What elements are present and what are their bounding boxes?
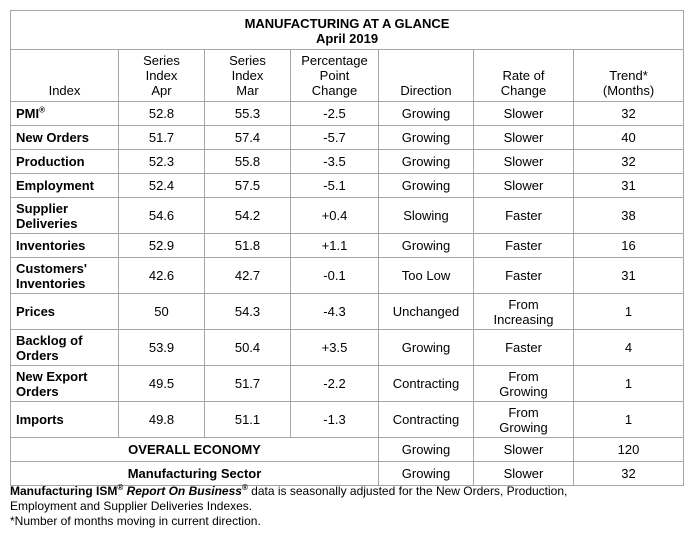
row-rate: [474, 402, 574, 438]
row-index: [11, 258, 119, 294]
row-index-line: Customers': [16, 260, 87, 276]
row-direction: Too Low: [379, 258, 474, 294]
row-rate-line: Faster: [505, 268, 542, 283]
table-row: [11, 258, 684, 294]
row-rate-line: Slower: [503, 106, 544, 121]
row-rate: [474, 198, 574, 234]
header-direction: Direction: [379, 50, 474, 102]
row-index: [11, 402, 119, 438]
row-change: +0.4: [291, 198, 379, 234]
row-apr: 49.5: [119, 366, 205, 402]
row-direction: Growing: [379, 330, 474, 366]
row-rate: [474, 366, 574, 402]
row-index-line: Deliveries: [16, 215, 78, 231]
row-apr: 51.7: [119, 126, 205, 150]
row-rate-line: Growing: [499, 419, 548, 435]
table-frame: [10, 10, 683, 486]
title-line-2: April 2019: [315, 31, 379, 46]
row-index: [11, 102, 119, 126]
header-mar-line-2: Index: [231, 68, 264, 83]
manufacturing-sector-direction: Growing: [379, 462, 474, 486]
header-rate-line-2: Change: [500, 83, 547, 98]
manufacturing-sector-label: Manufacturing Sector: [11, 462, 379, 486]
row-direction: Unchanged: [379, 294, 474, 330]
row-index-line: Supplier: [16, 200, 69, 216]
header-change: [291, 50, 379, 102]
registered-mark: ®: [39, 105, 46, 115]
header-row: [11, 50, 684, 102]
row-index-line: Inventories: [16, 238, 86, 253]
row-index-line-wrap: [16, 106, 114, 121]
row-rate-line: Slower: [503, 130, 544, 145]
row-apr: 52.3: [119, 150, 205, 174]
header-mar: [205, 50, 291, 102]
row-change: -2.5: [291, 102, 379, 126]
row-rate-line: Faster: [505, 238, 542, 253]
footnote-ism: Manufacturing ISM: [10, 484, 118, 498]
row-apr: 54.6: [119, 198, 205, 234]
row-trend: 38: [574, 198, 684, 234]
row-rate-line: Slower: [503, 154, 544, 169]
row-trend: 1: [574, 366, 684, 402]
row-mar: 54.2: [205, 198, 291, 234]
manufacturing-sector-rate: Slower: [474, 462, 574, 486]
header-change-line-3: Change: [311, 83, 358, 98]
header-apr-line-1: Series: [143, 53, 180, 68]
row-apr: 50: [119, 294, 205, 330]
footnote-line-1: [10, 484, 683, 499]
header-mar-line-1: Series: [229, 53, 266, 68]
row-direction: Slowing: [379, 198, 474, 234]
header-apr-line-2: Index: [145, 68, 178, 83]
row-change: +1.1: [291, 234, 379, 258]
table-row: [11, 174, 684, 198]
footnote-text-1: data is seasonally adjusted for the New Orders, Production,: [247, 484, 568, 498]
table-row: [11, 294, 684, 330]
table-title: [11, 11, 684, 50]
title-line-1: MANUFACTURING AT A GLANCE: [244, 16, 450, 31]
table-row: [11, 402, 684, 438]
row-index-text: PMI: [16, 106, 40, 121]
row-index-line: Prices: [16, 304, 56, 319]
row-rate-line: From: [508, 404, 539, 420]
table-row: [11, 330, 684, 366]
row-apr: 42.6: [119, 258, 205, 294]
row-rate: [474, 174, 574, 198]
overall-economy-rate: Slower: [474, 438, 574, 462]
row-index-line: Inventories: [16, 275, 86, 291]
row-index-line: New Orders: [16, 130, 89, 145]
header-change-line-2: Point: [319, 68, 350, 83]
row-direction: Growing: [379, 102, 474, 126]
row-mar: 50.4: [205, 330, 291, 366]
manufacturing-table: [10, 10, 684, 486]
row-apr: 49.8: [119, 402, 205, 438]
overall-economy-row: [11, 438, 684, 462]
row-trend: 4: [574, 330, 684, 366]
header-change-line-1: Percentage: [301, 53, 368, 68]
row-rate: [474, 126, 574, 150]
row-trend: 1: [574, 402, 684, 438]
table-row: [11, 234, 684, 258]
row-index: [11, 150, 119, 174]
footnote-reg-2: ®: [241, 483, 248, 492]
row-rate-line: Faster: [505, 208, 542, 223]
row-index: [11, 234, 119, 258]
row-mar: 51.7: [205, 366, 291, 402]
row-trend: 31: [574, 258, 684, 294]
header-trend: [574, 50, 684, 102]
row-change: -4.3: [291, 294, 379, 330]
header-rate: [474, 50, 574, 102]
row-trend: 31: [574, 174, 684, 198]
row-apr: 52.8: [119, 102, 205, 126]
row-trend: 32: [574, 150, 684, 174]
row-change: -0.1: [291, 258, 379, 294]
header-trend-line-1: Trend*: [609, 68, 648, 83]
row-direction: Contracting: [379, 402, 474, 438]
row-rate: [474, 150, 574, 174]
row-mar: 42.7: [205, 258, 291, 294]
row-rate: [474, 330, 574, 366]
manufacturing-sector-row: [11, 462, 684, 486]
row-change: +3.5: [291, 330, 379, 366]
row-index: [11, 174, 119, 198]
table-row: [11, 126, 684, 150]
row-rate-line: Faster: [505, 340, 542, 355]
row-mar: 51.1: [205, 402, 291, 438]
row-rate-line: Growing: [499, 383, 548, 399]
row-index: [11, 126, 119, 150]
row-direction: Growing: [379, 126, 474, 150]
row-index: [11, 294, 119, 330]
row-mar: 51.8: [205, 234, 291, 258]
header-mar-line-3: Mar: [236, 83, 259, 98]
manufacturing-sector-trend: 32: [574, 462, 684, 486]
header-apr: [119, 50, 205, 102]
row-direction: Growing: [379, 150, 474, 174]
footnote-line-3: *Number of months moving in current direction.: [10, 514, 261, 528]
row-rate: [474, 294, 574, 330]
row-trend: 32: [574, 102, 684, 126]
row-index-line: Production: [16, 154, 85, 169]
row-direction: Growing: [379, 234, 474, 258]
footnote-rob: Report On Business: [123, 484, 242, 498]
footnote-line-2: Employment and Supplier Deliveries Indexes.: [10, 499, 253, 513]
row-apr: 52.9: [119, 234, 205, 258]
row-index-line: Imports: [16, 412, 64, 427]
row-mar: 55.8: [205, 150, 291, 174]
row-apr: 52.4: [119, 174, 205, 198]
row-index: [11, 330, 119, 366]
row-change: -2.2: [291, 366, 379, 402]
row-rate: [474, 258, 574, 294]
table-row: [11, 102, 684, 126]
row-rate-line: Slower: [503, 178, 544, 193]
row-mar: 57.4: [205, 126, 291, 150]
row-index: [11, 198, 119, 234]
row-index-line: Orders: [16, 347, 59, 363]
row-rate-line: Increasing: [493, 311, 554, 327]
row-apr: 53.9: [119, 330, 205, 366]
row-index-line: Employment: [16, 178, 95, 193]
overall-economy-trend: 120: [574, 438, 684, 462]
footnote-reg-1: ®: [117, 483, 124, 492]
table-row: [11, 366, 684, 402]
row-trend: 1: [574, 294, 684, 330]
row-index-line: Backlog of: [16, 332, 83, 348]
row-index: [11, 366, 119, 402]
row-change: -1.3: [291, 402, 379, 438]
header-rate-line-1: Rate of: [502, 68, 545, 83]
row-change: -3.5: [291, 150, 379, 174]
row-rate: [474, 102, 574, 126]
overall-economy-label: OVERALL ECONOMY: [11, 438, 379, 462]
row-index-line: Orders: [16, 383, 59, 399]
header-index: Index: [11, 50, 119, 102]
row-direction: Growing: [379, 174, 474, 198]
footnotes: [10, 484, 683, 529]
row-change: -5.1: [291, 174, 379, 198]
row-mar: 57.5: [205, 174, 291, 198]
row-trend: 40: [574, 126, 684, 150]
row-direction: Contracting: [379, 366, 474, 402]
row-rate-line: From: [508, 368, 539, 384]
header-apr-line-3: Apr: [151, 83, 172, 98]
row-change: -5.7: [291, 126, 379, 150]
row-index-line: New Export: [16, 368, 88, 384]
table-row: [11, 198, 684, 234]
header-trend-line-2: (Months): [602, 83, 655, 98]
row-rate: [474, 234, 574, 258]
row-trend: 16: [574, 234, 684, 258]
row-mar: 54.3: [205, 294, 291, 330]
row-mar: 55.3: [205, 102, 291, 126]
table-row: [11, 150, 684, 174]
row-rate-line: From: [508, 296, 539, 312]
overall-economy-direction: Growing: [379, 438, 474, 462]
